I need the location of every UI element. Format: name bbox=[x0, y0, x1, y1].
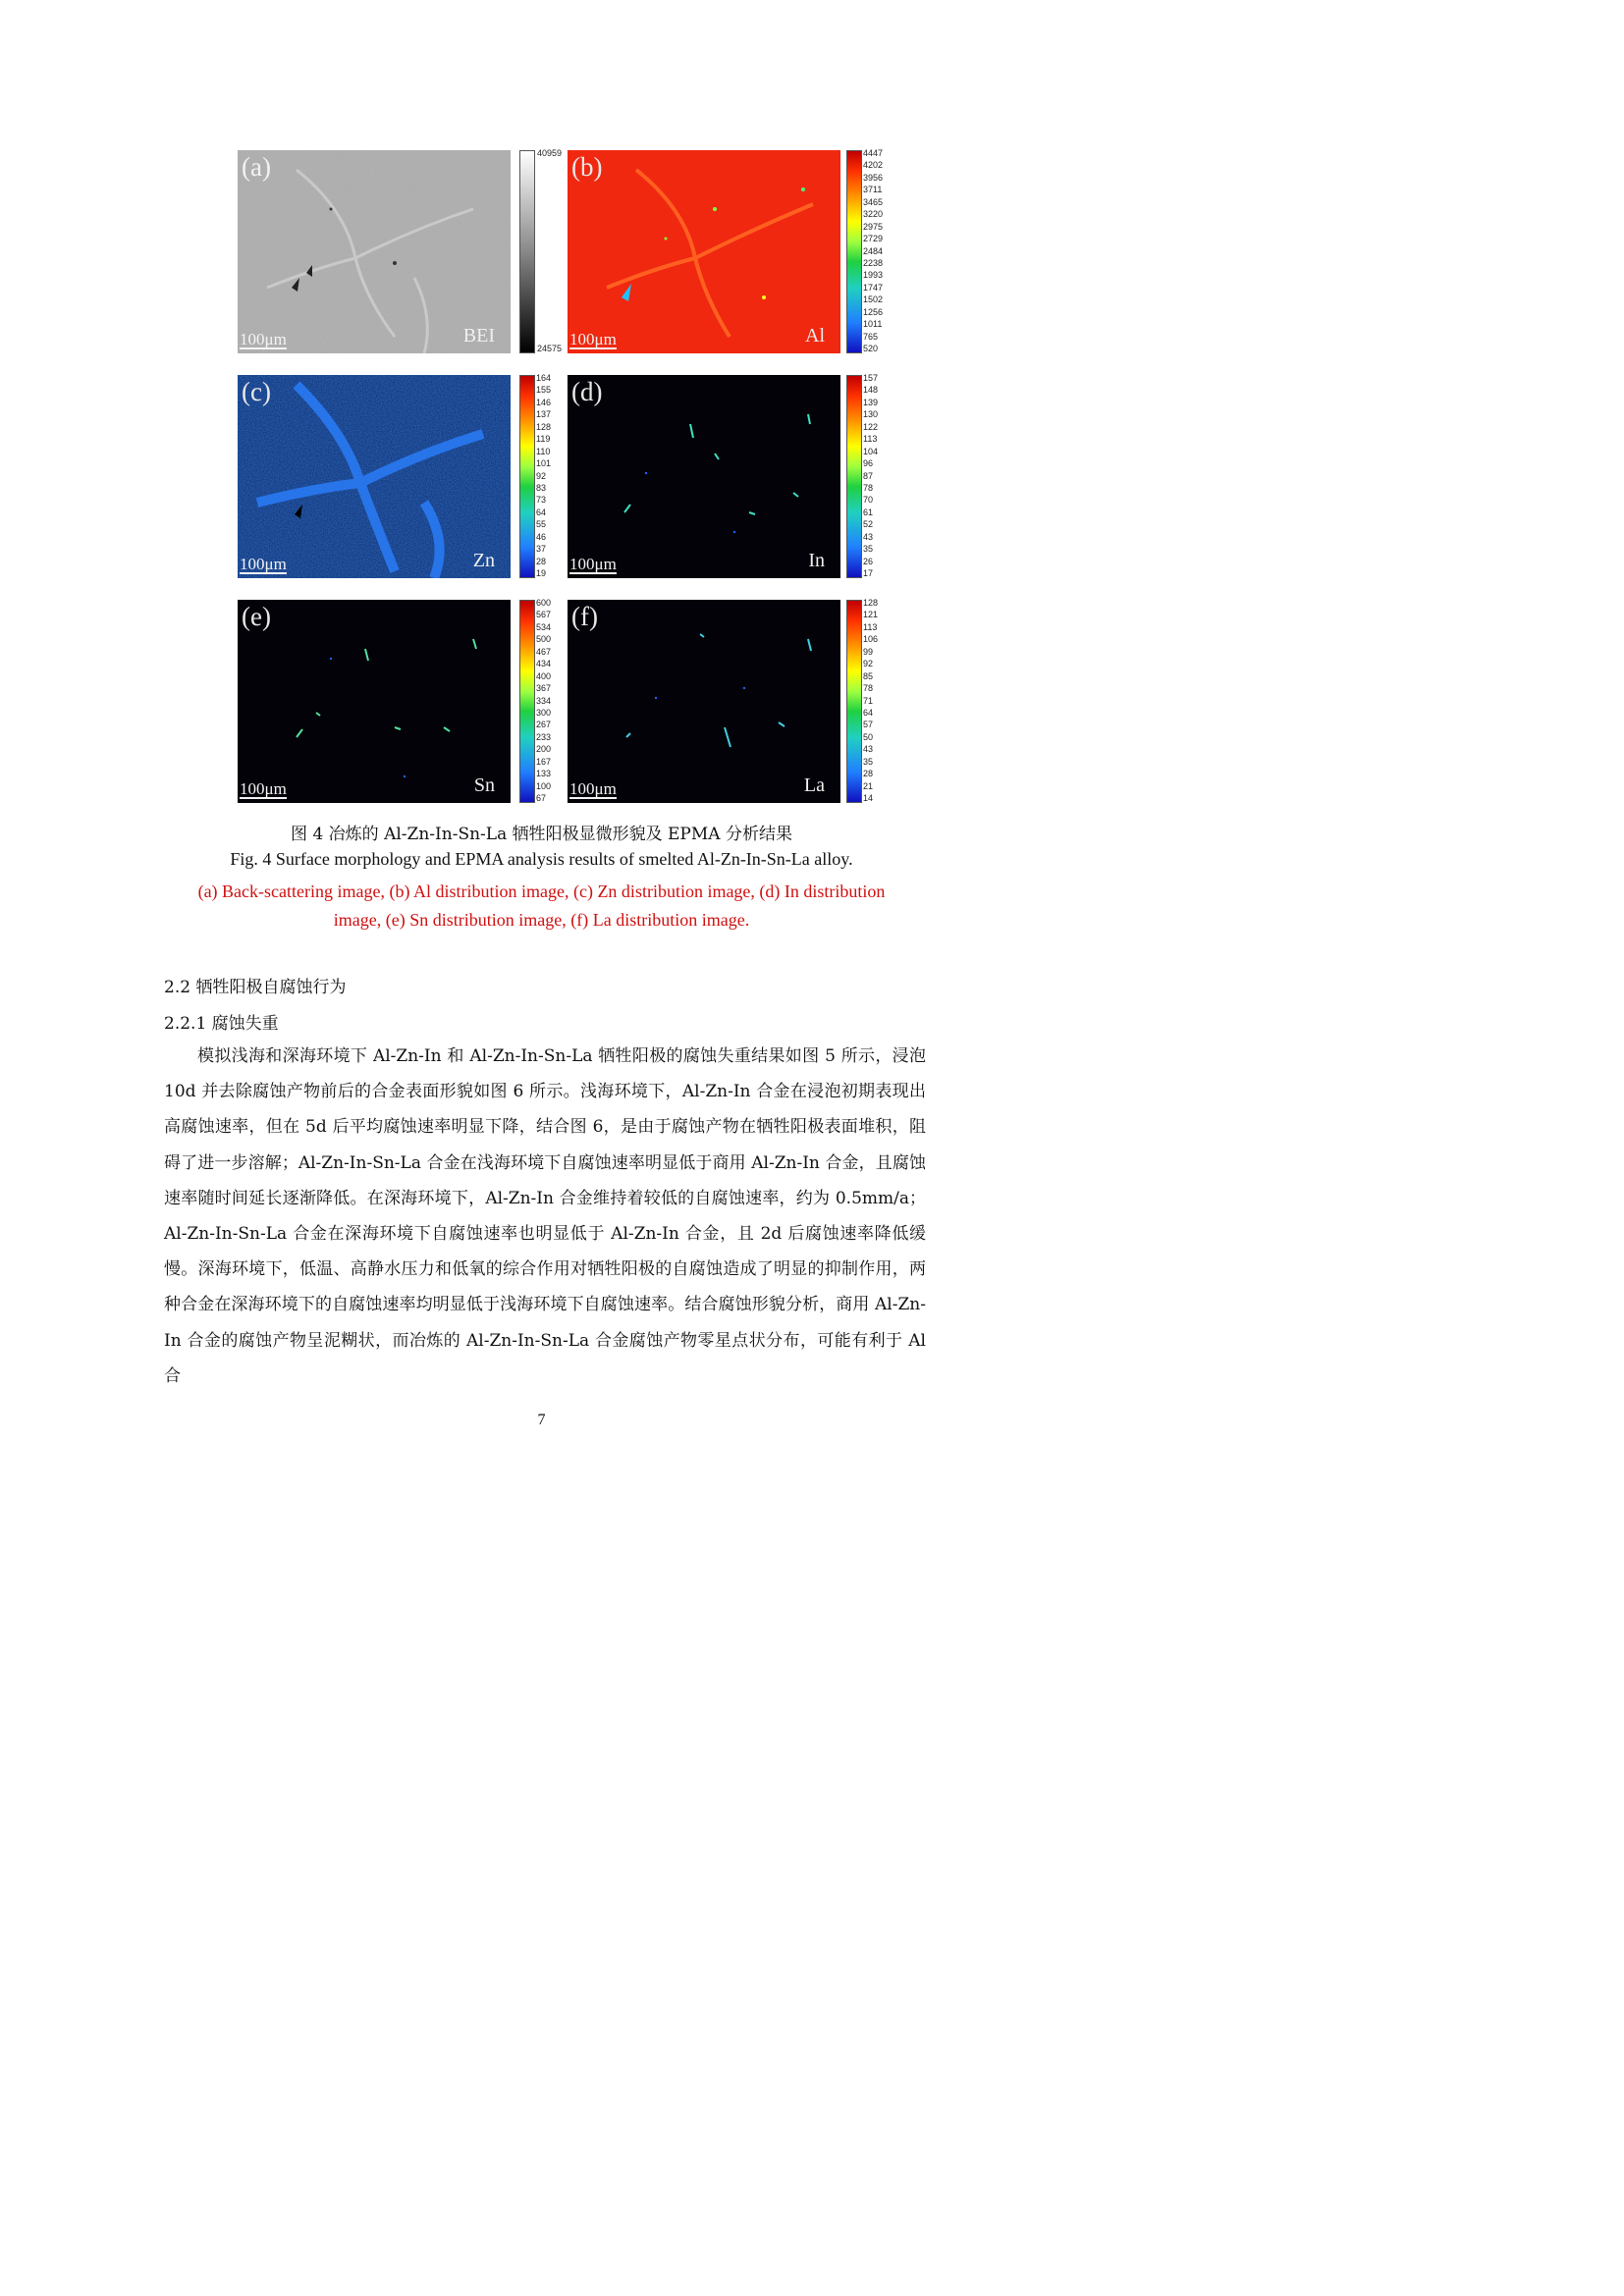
tick-label: 28 bbox=[536, 556, 547, 566]
panel-f-la-map bbox=[568, 600, 840, 803]
scale-bar: 100μm bbox=[240, 555, 287, 573]
colorbar-b bbox=[846, 150, 862, 353]
tick-label: 128 bbox=[863, 598, 879, 608]
tick-label: 600 bbox=[536, 598, 552, 608]
colorbar-f bbox=[846, 600, 862, 803]
panel-label: (b) bbox=[571, 152, 603, 182]
scale-bar: 100μm bbox=[569, 330, 617, 348]
tick-label: 133 bbox=[536, 769, 552, 779]
tick-label: 121 bbox=[863, 610, 879, 620]
tick-label: 40959 bbox=[537, 148, 563, 158]
tick-label: 3465 bbox=[863, 196, 884, 207]
tick-label: 64 bbox=[536, 507, 547, 517]
paragraph-text: 模拟浅海和深海环境下 Al-Zn-In 和 Al-Zn-In-Sn-La 牺牲阳极的腐蚀失重结果如图 5 所示，浸泡 10d 并去除腐蚀产物前后的合金表面形貌如图 6 所示。浅海环境下，Al-Zn-In 合金在浸泡初期表现出高腐蚀速率，但在 5d 后平均腐蚀速率明显下降，结合图 6，是由于腐蚀产物在牺牲阳极表面堆积，阻碍了进一步溶解；Al-Zn-In-Sn-La 合金在浅海环境下自腐蚀速率明显低于商用 Al-Zn-In 合金，且腐蚀速率随时间延长逐渐降低。在深海环境下，Al-Zn-In 合金维持着较低的自腐蚀速率，约为 0.5mm/a；Al-Zn-In-Sn-La 合金在深海环境下自腐蚀速率也明显低于 Al-Zn-In 合金，且 2d 后腐蚀速率降低缓慢。深海环境下，低温、高静水压力和低氧的综合作用对牺牲阳极的自腐蚀造成了明显的抑制作用，两种合金在深海环境下的自腐蚀速率均明显低于浅海环境下自腐蚀速率。结合腐蚀形貌分析，商用 Al-Zn-In 合金的腐蚀产物呈泥糊状，而冶炼的 Al-Zn-In-Sn-La 合金腐蚀产物零星点状分布，可能有利于 Al 合 bbox=[164, 1046, 926, 1386]
tick-label: 87 bbox=[863, 470, 874, 481]
page-number: 7 bbox=[537, 1412, 546, 1428]
tick-label: 2729 bbox=[863, 234, 884, 244]
tick-label: 155 bbox=[536, 385, 552, 396]
tick-label: 17 bbox=[863, 568, 874, 578]
tick-label: 4447 bbox=[863, 148, 884, 158]
tick-label: 500 bbox=[536, 634, 552, 645]
caption-line: (a) Back-scattering image, (b) Al distribution image, (c) Zn distribution image, (d) In distribution bbox=[197, 881, 886, 901]
tick-label: 765 bbox=[863, 331, 879, 342]
tick-label: 113 bbox=[863, 621, 878, 632]
tick-label: 1011 bbox=[863, 319, 883, 330]
tick-label: 164 bbox=[536, 373, 552, 383]
tick-label: 567 bbox=[536, 610, 552, 620]
tick-label: 50 bbox=[863, 731, 874, 742]
tick-label: 334 bbox=[536, 695, 552, 706]
tick-label: 64 bbox=[863, 707, 874, 718]
tick-label: 73 bbox=[536, 495, 547, 506]
tick-label: 61 bbox=[863, 507, 874, 517]
tick-label: 21 bbox=[863, 780, 874, 791]
figure-caption-cn: 图 4 冶炼的 Al-Zn-In-Sn-La 牺牲阳极显微形貌及 EPMA 分析结果 bbox=[291, 825, 792, 844]
tick-label: 157 bbox=[863, 373, 879, 383]
panel-label: (d) bbox=[571, 377, 603, 406]
tick-label: 400 bbox=[536, 670, 552, 681]
tick-label: 78 bbox=[863, 683, 874, 694]
tick-label: 85 bbox=[863, 670, 874, 681]
panel-label: (e) bbox=[242, 602, 271, 631]
tick-label: 35 bbox=[863, 756, 874, 767]
tick-label: 1747 bbox=[863, 282, 884, 293]
tick-label: 119 bbox=[536, 434, 551, 445]
colorbar-e bbox=[519, 600, 535, 803]
caption-line: image, (e) Sn distribution image, (f) La distribution image. bbox=[333, 910, 750, 930]
tick-label: 1993 bbox=[863, 270, 884, 281]
panel-d-in-map bbox=[568, 375, 840, 578]
scale-bar: 100μm bbox=[240, 779, 287, 798]
tick-label: 26 bbox=[863, 556, 874, 566]
zn-distribution-map bbox=[238, 375, 511, 578]
bei-micrograph bbox=[238, 150, 511, 353]
tick-label: 100 bbox=[536, 780, 552, 791]
tick-label: 104 bbox=[863, 446, 879, 456]
panel-e-sn-map bbox=[238, 600, 511, 803]
tick-label: 2484 bbox=[863, 245, 884, 256]
tick-label: 167 bbox=[536, 756, 552, 767]
tick-label: 83 bbox=[536, 482, 547, 493]
tick-label: 300 bbox=[536, 707, 552, 718]
tick-label: 55 bbox=[536, 519, 547, 530]
panel-label: (f) bbox=[571, 602, 598, 631]
panel-a-bei-image bbox=[238, 150, 511, 353]
figure-caption-subpanels bbox=[0, 878, 1083, 934]
tick-label: 434 bbox=[536, 659, 552, 669]
tick-label: 101 bbox=[536, 458, 552, 469]
tick-label: 71 bbox=[863, 695, 874, 706]
tick-label: 137 bbox=[536, 409, 552, 420]
tick-label: 200 bbox=[536, 744, 552, 755]
tick-label: 233 bbox=[536, 731, 552, 742]
sn-distribution-map bbox=[238, 600, 511, 803]
tick-label: 70 bbox=[863, 495, 874, 506]
tick-label: 3220 bbox=[863, 209, 884, 220]
scale-bar: 100μm bbox=[569, 555, 617, 573]
colorbar-b-ticks bbox=[863, 150, 902, 353]
tick-label: 99 bbox=[863, 646, 874, 657]
tick-label: 14 bbox=[863, 793, 874, 803]
figure-caption-en: Fig. 4 Surface morphology and EPMA analysis results of smelted Al-Zn-In-Sn-La alloy. bbox=[230, 849, 853, 869]
tick-label: 110 bbox=[536, 446, 551, 456]
tick-label: 467 bbox=[536, 646, 552, 657]
tick-label: 148 bbox=[863, 385, 879, 396]
tick-label: 2238 bbox=[863, 257, 884, 268]
colorbar-c bbox=[519, 375, 535, 578]
element-label: In bbox=[808, 550, 825, 571]
element-label: Zn bbox=[472, 550, 495, 571]
tick-label: 128 bbox=[536, 421, 552, 432]
subsection-heading: 2.2.1 腐蚀失重 bbox=[164, 1014, 279, 1034]
tick-label: 67 bbox=[536, 793, 547, 803]
tick-label: 122 bbox=[863, 421, 879, 432]
tick-label: 52 bbox=[863, 519, 874, 530]
panel-c-zn-map bbox=[238, 375, 511, 578]
panel-label: (c) bbox=[242, 377, 271, 406]
tick-label: 267 bbox=[536, 720, 552, 730]
tick-label: 96 bbox=[863, 458, 874, 469]
tick-label: 2975 bbox=[863, 221, 884, 232]
section-heading: 2.2 牺牲阳极自腐蚀行为 bbox=[164, 978, 347, 997]
tick-label: 35 bbox=[863, 544, 874, 555]
element-label: Sn bbox=[473, 774, 495, 796]
tick-label: 367 bbox=[536, 683, 552, 694]
tick-label: 130 bbox=[863, 409, 879, 420]
colorbar-d bbox=[846, 375, 862, 578]
colorbar-a bbox=[519, 150, 535, 353]
tick-label: 1502 bbox=[863, 294, 884, 305]
tick-label: 3956 bbox=[863, 172, 884, 183]
tick-label: 1256 bbox=[863, 306, 884, 317]
in-distribution-map bbox=[568, 375, 840, 578]
tick-label: 106 bbox=[863, 634, 879, 645]
tick-label: 43 bbox=[863, 744, 874, 755]
al-distribution-map bbox=[568, 150, 840, 353]
colorbar-d-ticks bbox=[863, 375, 902, 578]
tick-label: 46 bbox=[536, 531, 547, 542]
tick-label: 4202 bbox=[863, 160, 884, 171]
tick-label: 78 bbox=[863, 482, 874, 493]
tick-label: 92 bbox=[536, 470, 547, 481]
element-label: La bbox=[803, 774, 825, 796]
element-label: BEI bbox=[462, 325, 495, 347]
tick-label: 57 bbox=[863, 720, 874, 730]
tick-label: 92 bbox=[863, 659, 874, 669]
tick-label: 3711 bbox=[863, 185, 883, 195]
tick-label: 43 bbox=[863, 531, 874, 542]
panel-b-al-map bbox=[568, 150, 840, 353]
tick-label: 19 bbox=[536, 568, 547, 578]
tick-label: 24575 bbox=[537, 344, 563, 353]
tick-label: 139 bbox=[863, 397, 879, 407]
element-label: Al bbox=[805, 325, 825, 347]
scale-bar: 100μm bbox=[240, 330, 287, 348]
tick-label: 534 bbox=[536, 621, 552, 632]
tick-label: 28 bbox=[863, 769, 874, 779]
colorbar-f-ticks bbox=[863, 600, 902, 803]
body-paragraph bbox=[164, 1039, 926, 1394]
tick-label: 37 bbox=[536, 544, 547, 555]
tick-label: 146 bbox=[536, 397, 552, 407]
la-distribution-map bbox=[568, 600, 840, 803]
tick-label: 520 bbox=[863, 344, 879, 353]
scale-bar: 100μm bbox=[569, 779, 617, 798]
tick-label: 113 bbox=[863, 434, 878, 445]
panel-label: (a) bbox=[242, 152, 271, 182]
